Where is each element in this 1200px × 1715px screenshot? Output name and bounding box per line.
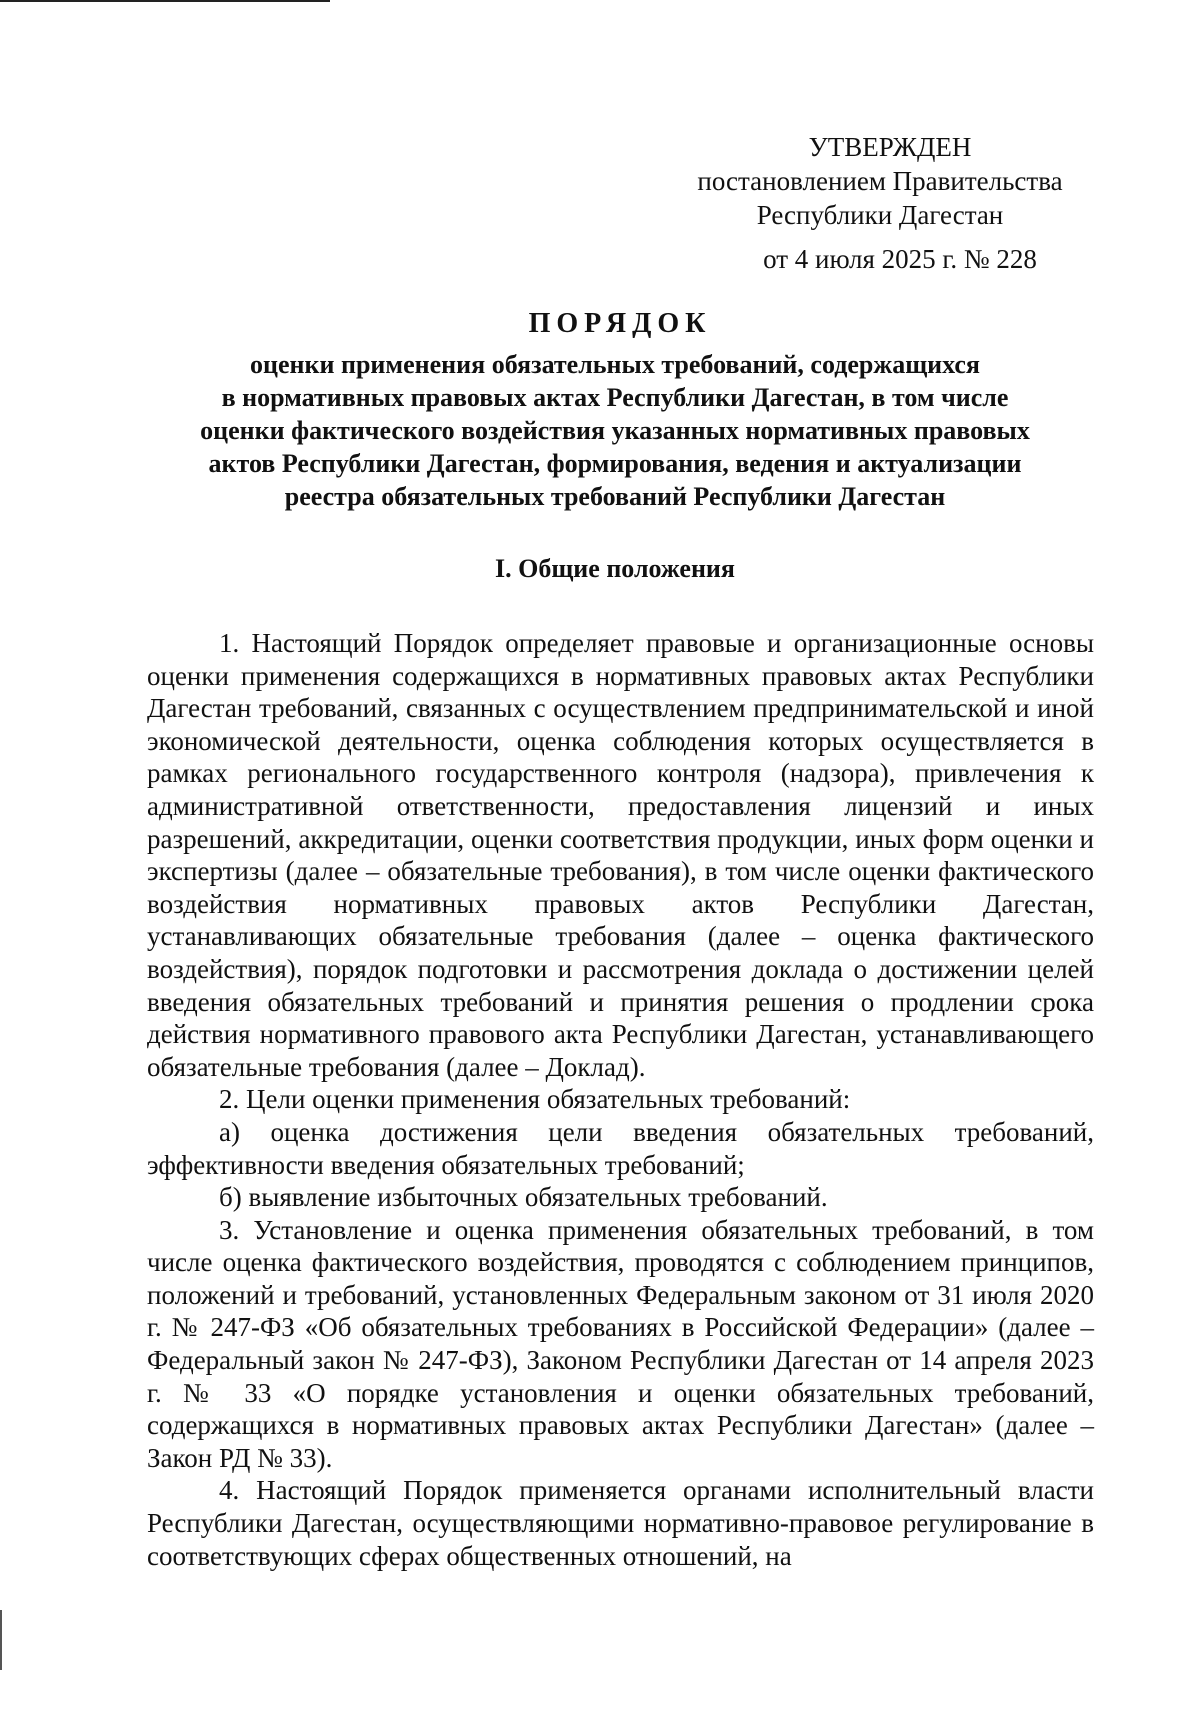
approval-line-2: Республики Дагестан — [756, 200, 1004, 230]
subtitle-line: оценки применения обязательных требований, содержащихся — [250, 350, 980, 379]
section-heading: I. Общие положения — [495, 554, 735, 583]
subtitle-line: оценки фактического воздействия указанных нормативных правовых — [200, 416, 1030, 445]
approval-heading: УТВЕРЖДЕН — [808, 132, 972, 162]
paragraph-2b: б) выявление избыточных обязательных требований. — [219, 1182, 828, 1213]
document-body — [147, 627, 1094, 1572]
scan-edge-mark — [0, 1610, 2, 1670]
approval-stamp-block — [670, 130, 1090, 276]
top-rule-divider — [0, 0, 330, 2]
paragraph-1: 1. Настоящий Порядок определяет правовые и организационные основы оценки применения содержащихся в нормативных правовых актах Республики Дагестан требований, связанных с осуществлением предпринимательской и иной экономической деятельности, оценка соблюдения которых осуществляется в рамках регионального государственного контроля (надзора), привлечения к административной ответственности, предоставления лицензий и иных разрешений, аккредитации, оценки соответствия продукции, иных форм оценки и экспертизы (далее – обязательные требования), в том числе оценки фактического воздействия нормативных правовых актов Республики Дагестан, устанавливающих обязательные требования (далее – оценка фактического воздействия), порядок подготовки и рассмотрения доклада о достижении целей введения обязательных требований и принятия решения о продлении срока действия нормативного правового акта Республики Дагестан, устанавливающего обязательные требования (далее – Доклад). — [147, 628, 1094, 1082]
approval-line-1: постановлением Правительства — [697, 166, 1063, 196]
paragraph-2: 2. Цели оценки применения обязательных требований: — [219, 1084, 851, 1115]
document-title-block — [140, 307, 1090, 513]
document-title: ПОРЯДОК — [528, 308, 712, 339]
paragraph-2a: а) оценка достижения цели введения обязательных требований, эффективности введения обязательных требований; — [147, 1116, 1094, 1180]
paragraph-4: 4. Настоящий Порядок применяется органами исполнительный власти Республики Дагестан, осуществляющими нормативно-правовое регулирование в соответствующих сферах общественных отношений, на — [147, 1475, 1094, 1571]
subtitle-line: актов Республики Дагестан, формирования, ведения и актуализации — [208, 449, 1022, 478]
approval-date: от 4 июля 2025 г. № 228 — [763, 244, 1037, 274]
subtitle-line: в нормативных правовых актах Республики Дагестан, в том числе — [221, 383, 1009, 412]
paragraph-3: 3. Установление и оценка применения обязательных требований, в том числе оценка фактического воздействия, проводятся с соблюдением принципов, положений и требований, установленных Федеральным законом от 31 июля 2020 г. № 247-ФЗ «Об обязательных требованиях в Российской Федерации» (далее – Федеральный закон № 247-ФЗ), Законом Республики Дагестан от 14 апреля 2023 г. № 33 «О порядке установления и оценки обязательных требований, содержащихся в нормативных правовых актах Республики Дагестан» (далее – Закон РД № 33). — [147, 1214, 1094, 1473]
subtitle-line: реестра обязательных требований Республики Дагестан — [284, 482, 946, 511]
